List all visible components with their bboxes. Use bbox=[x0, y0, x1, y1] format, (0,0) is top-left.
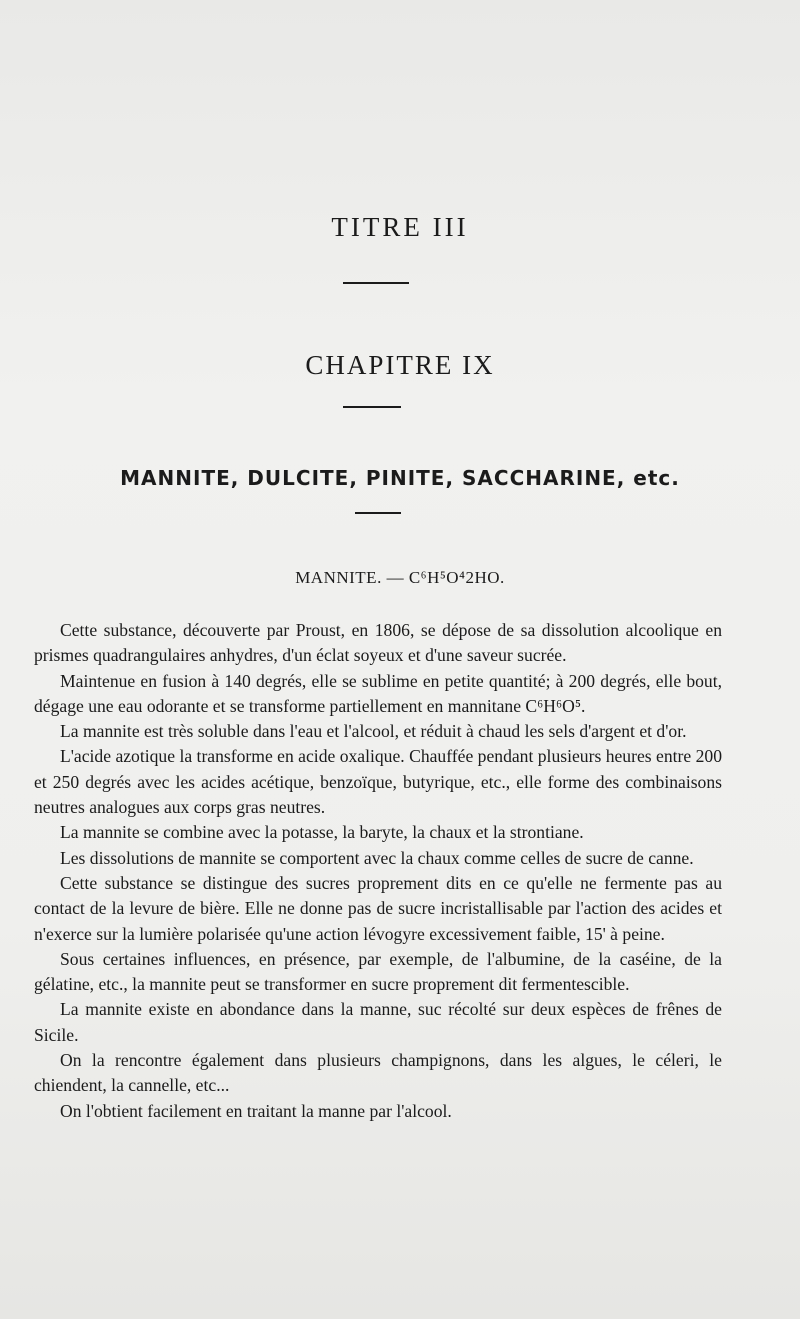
paragraph: Cette substance, découverte par Proust, en 1806, se dépose de sa dissolution alcoolique en prismes quadrangulaires anhydres, d'un éclat soyeux et d'une saveur sucrée. bbox=[34, 620, 722, 666]
paragraph: La mannite existe en abondance dans la manne, suc récolté sur deux espèces de frênes de Sicile. bbox=[34, 999, 722, 1045]
titre-heading: TITRE III bbox=[331, 212, 469, 242]
mannite-formula: MANNITE. — C⁶H⁵O⁴2HO. bbox=[295, 568, 505, 587]
paragraph: On l'obtient facilement en traitant la manne par l'alcool. bbox=[60, 1100, 452, 1121]
paragraph: Les dissolutions de mannite se comportent avec la chaux comme celles de sucre de canne. bbox=[60, 847, 694, 868]
paragraph: Maintenue en fusion à 140 degrés, elle se sublime en petite quantité; à 200 degrés, elle bout, dégage une eau odorante et se transforme partiellement en mannitane C⁶H⁶O⁵. bbox=[34, 670, 722, 716]
title-divider bbox=[343, 282, 409, 284]
section-heading: MANNITE, DULCITE, PINITE, SACCHARINE, etc. bbox=[120, 466, 680, 490]
chapter-divider bbox=[343, 406, 401, 408]
paragraph: Cette substance se distingue des sucres proprement dits en ce qu'elle ne fermente pas au contact de la levure de bière. Elle ne donne pas de sucre incristallisable par l'action des acides et n'exerce sur la lumière polarisée qu'une action lévogyre excessivement faible, 15' à peine. bbox=[34, 872, 722, 944]
paragraph: On la rencontre également dans plusieurs champignons, dans les algues, le céleri, le chiendent, la cannelle, etc... bbox=[34, 1050, 722, 1096]
paragraph: Sous certaines influences, en présence, par exemple, de l'albumine, de la caséine, de la gélatine, etc., la mannite peut se transformer en sucre proprement dit fermentescible. bbox=[34, 948, 722, 995]
body-text bbox=[34, 618, 722, 1124]
chapitre-heading: CHAPITRE IX bbox=[305, 350, 495, 380]
paragraph: L'acide azotique la transforme en acide oxalique. Chauffée pendant plusieurs heures entre 200 et 250 degrés avec les acides acétique, benzoïque, butyrique, etc., elle forme des combinaisons neutres analogues aux corps gras neutres. bbox=[34, 746, 722, 818]
paragraph: La mannite se combine avec la potasse, la baryte, la chaux et la strontiane. bbox=[60, 822, 584, 843]
section-divider bbox=[355, 512, 401, 514]
paragraph: La mannite est très soluble dans l'eau et l'alcool, et réduit à chaud les sels d'argent et d'or. bbox=[60, 721, 687, 742]
